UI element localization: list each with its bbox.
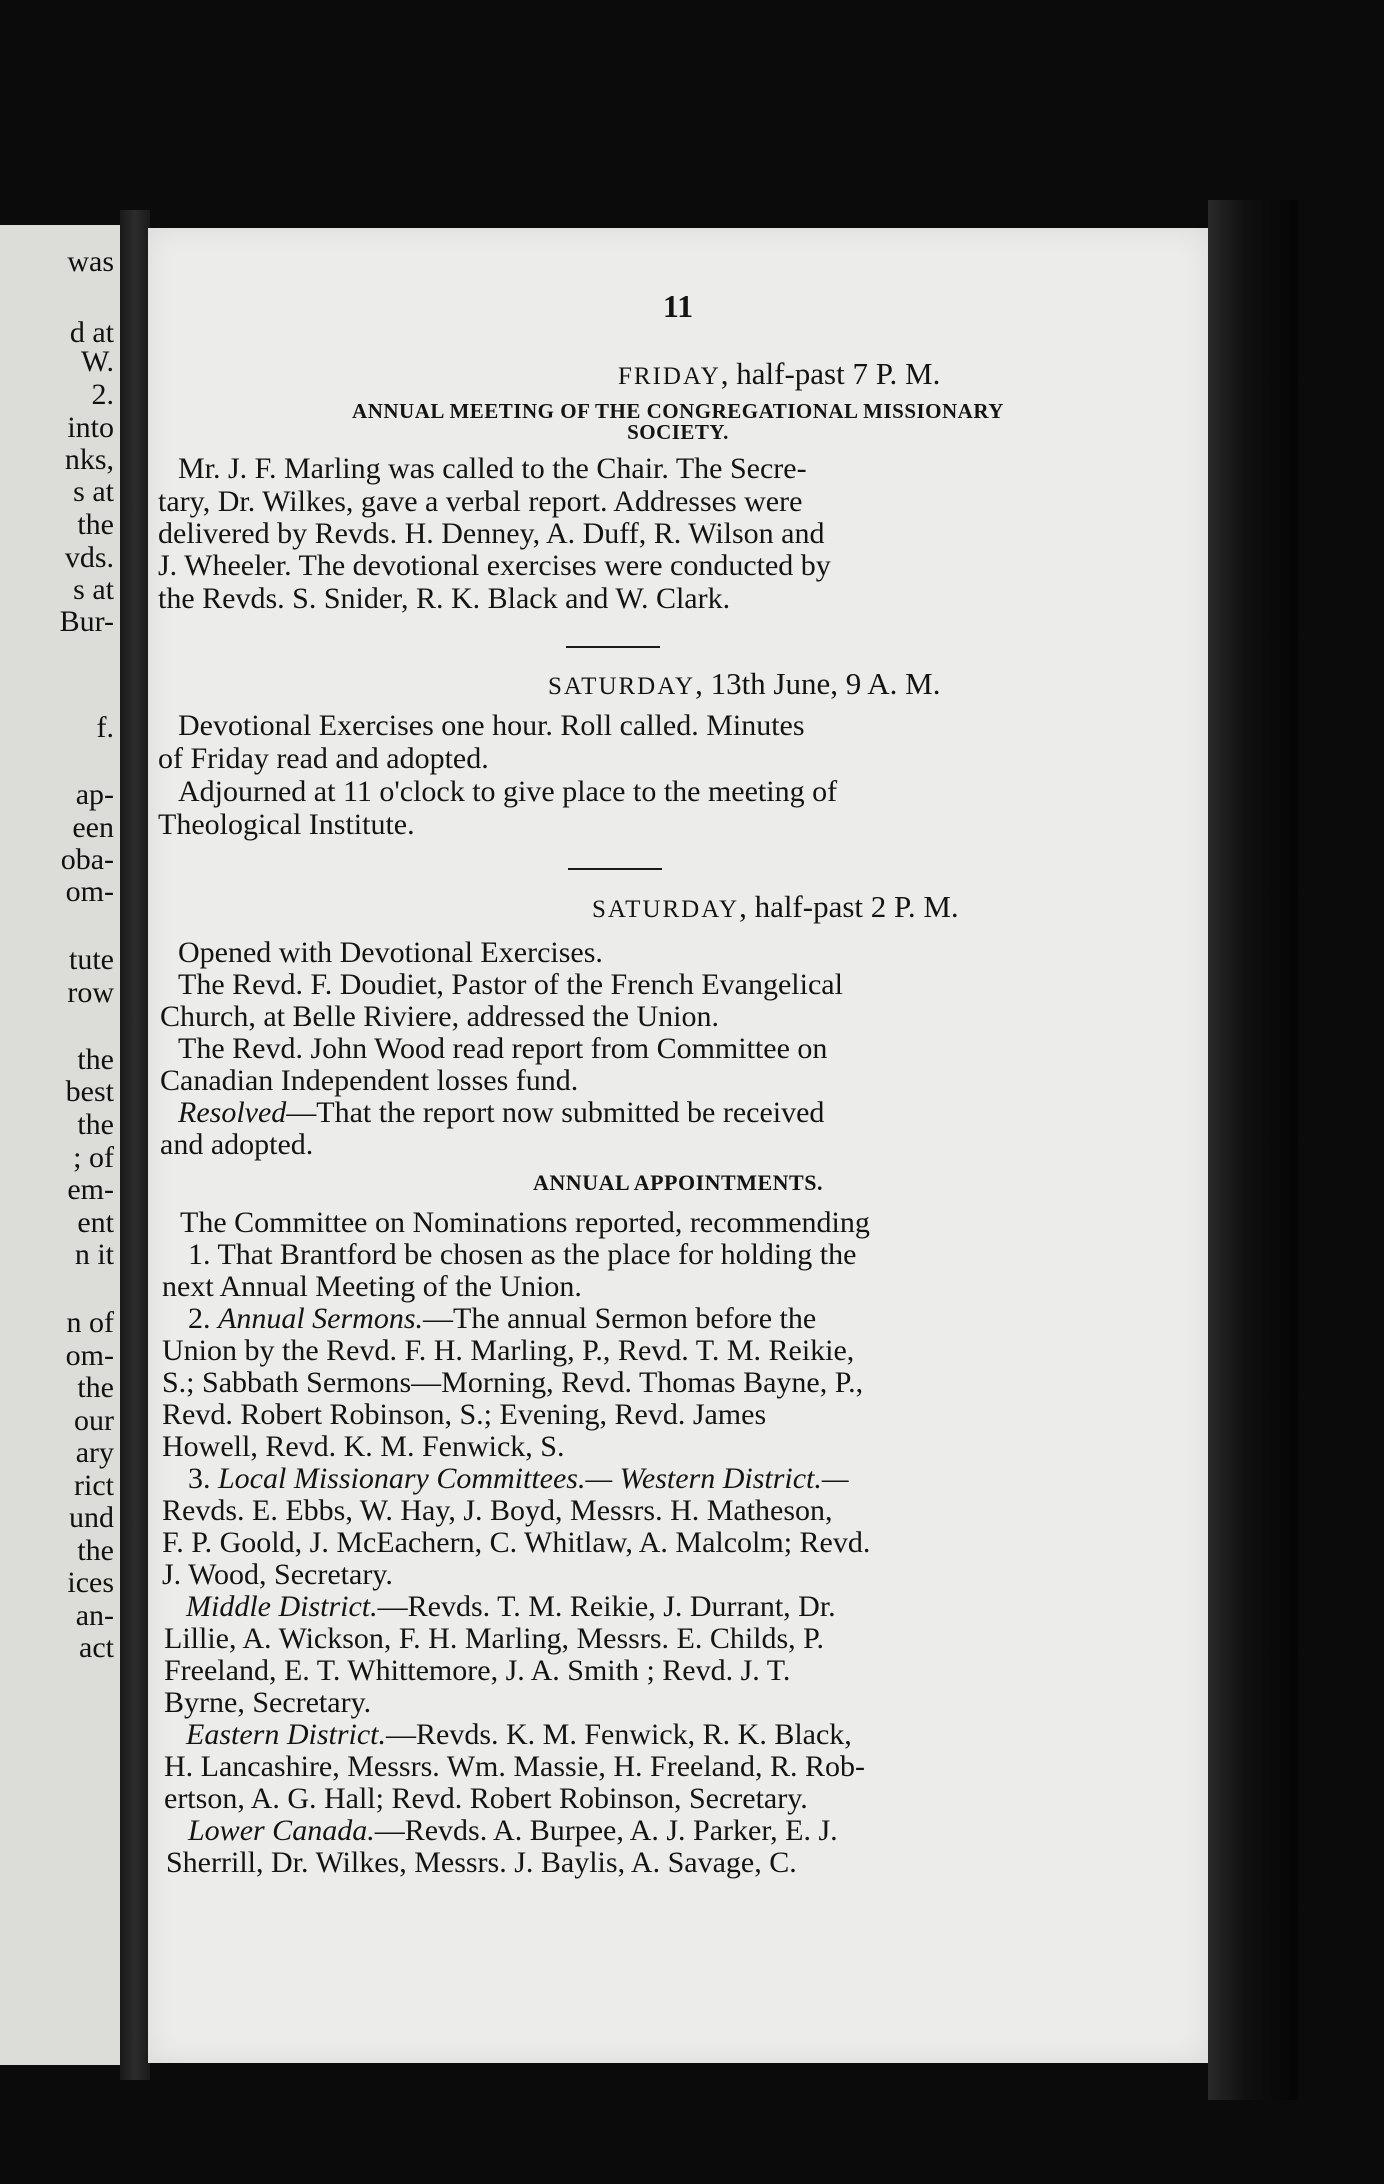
body-line: F. P. Goold, J. McEachern, C. Whitlaw, A. Malcolm; Revd. — [162, 1526, 871, 1559]
saturday-morning-heading — [548, 666, 941, 702]
left-fragment: ary — [75, 1436, 114, 1469]
left-fragment: best — [65, 1075, 114, 1108]
local-number: 3. — [188, 1462, 218, 1495]
body-line: 1. That Brantford be chosen as the place for holding the — [188, 1238, 857, 1271]
eastern-label: Eastern District. — [186, 1718, 386, 1751]
left-fragment: oba- — [60, 843, 114, 876]
left-fragment: rict — [74, 1469, 114, 1502]
left-fragment: ; of — [73, 1141, 114, 1174]
lower-text: —Revds. A. Burpee, A. J. Parker, E. J. — [374, 1814, 838, 1847]
body-line: J. Wheeler. The devotional exercises were conducted by — [158, 549, 831, 582]
body-line: of Friday read and adopted. — [158, 742, 489, 775]
left-fragment: 2. — [91, 378, 114, 411]
sermons-text: —The annual Sermon before the — [423, 1302, 817, 1335]
body-line: The Revd. John Wood read report from Committee on — [178, 1032, 828, 1065]
left-fragment: the — [77, 1371, 114, 1404]
resolved-text: —That the report now submitted be received — [286, 1096, 825, 1129]
left-fragment: om- — [65, 1339, 114, 1372]
body-line: Canadian Independent losses fund. — [160, 1064, 579, 1097]
left-fragment: W. — [80, 345, 114, 378]
body-line: Freeland, E. T. Whittemore, J. A. Smith ; Revd. J. T. — [164, 1654, 791, 1687]
left-fragment: the — [77, 1108, 114, 1141]
friday-heading-time: , half-past 7 P. M. — [720, 356, 941, 391]
friday-heading — [618, 356, 940, 392]
body-line: Howell, Revd. K. M. Fenwick, S. — [162, 1430, 565, 1463]
body-line: H. Lancashire, Messrs. Wm. Massie, H. Freeland, R. Rob- — [164, 1750, 865, 1783]
left-fragment: the — [77, 1043, 114, 1076]
left-fragment: s at — [73, 573, 114, 606]
saturday-morning-heading-day: SATURDAY — [548, 673, 696, 700]
left-fragment: ent — [77, 1206, 114, 1239]
left-fragment: Bur- — [59, 605, 114, 638]
body-line: and adopted. — [160, 1128, 314, 1161]
body-line: Opened with Devotional Exercises. — [178, 936, 603, 969]
left-fragment: vds. — [64, 541, 114, 574]
left-fragment: ap- — [75, 778, 114, 811]
left-fragment: was — [67, 245, 114, 278]
body-line: next Annual Meeting of the Union. — [162, 1270, 582, 1303]
body-line: The Committee on Nominations reported, recommending — [180, 1206, 870, 1239]
book-gutter — [120, 210, 150, 2080]
sermons-line — [188, 1304, 816, 1334]
local-label: Local Missionary Committees.— Western District.— — [218, 1462, 849, 1495]
page-number: 11 — [662, 288, 694, 324]
left-fragment: an- — [75, 1599, 114, 1632]
local-committees-line — [188, 1464, 849, 1494]
body-line: Devotional Exercises one hour. Roll called. Minutes — [178, 709, 805, 742]
left-fragment: the — [77, 1534, 114, 1567]
body-line: Sherrill, Dr. Wilkes, Messrs. J. Baylis, A. Savage, C. — [166, 1846, 797, 1879]
body-line: J. Wood, Secretary. — [162, 1558, 393, 1591]
left-fragment: act — [79, 1631, 114, 1664]
section-divider — [566, 646, 660, 648]
saturday-afternoon-heading-day: SATURDAY — [592, 896, 740, 923]
resolved-label: Resolved — [178, 1096, 287, 1129]
left-fragment: our — [74, 1404, 114, 1437]
eastern-text: —Revds. K. M. Fenwick, R. K. Black, — [386, 1718, 852, 1751]
left-fragment: nks, — [64, 443, 114, 476]
body-line: Revd. Robert Robinson, S.; Evening, Revd. James — [162, 1398, 767, 1431]
left-fragment: n it — [74, 1238, 114, 1271]
left-fragment: tute — [69, 943, 114, 976]
left-fragment: n of — [66, 1306, 114, 1339]
book-page — [148, 228, 1208, 2063]
saturday-morning-heading-time: , 13th June, 9 A. M. — [695, 666, 941, 701]
missionary-meeting-title: ANNUAL MEETING OF THE CONGREGATIONAL MISSIONARY — [352, 399, 1004, 423]
left-fragment: ices — [67, 1566, 114, 1599]
left-fragment: em- — [67, 1173, 114, 1206]
lower-canada-line — [188, 1816, 838, 1846]
middle-district-line — [186, 1592, 836, 1622]
left-fragment: the — [77, 508, 114, 541]
left-fragment: d at — [69, 316, 114, 349]
friday-heading-day: FRIDAY — [618, 363, 721, 390]
lower-label: Lower Canada. — [188, 1814, 375, 1847]
left-facing-page — [0, 225, 120, 2065]
body-line: Church, at Belle Riviere, addressed the Union. — [160, 1000, 720, 1033]
body-line: Union by the Revd. F. H. Marling, P., Revd. T. M. Reikie, — [162, 1334, 855, 1367]
resolved-line — [178, 1098, 824, 1128]
missionary-meeting-title-cont: SOCIETY. — [627, 420, 729, 444]
left-fragment: s at — [73, 475, 114, 508]
body-line: Lillie, A. Wickson, F. H. Marling, Messrs. E. Childs, P. — [164, 1622, 825, 1655]
saturday-afternoon-heading — [592, 889, 959, 925]
body-line: delivered by Revds. H. Denney, A. Duff, R. Wilson and — [158, 517, 825, 550]
left-fragment: om- — [65, 875, 114, 908]
book-edge — [1208, 200, 1298, 2100]
eastern-district-line — [186, 1720, 852, 1750]
middle-label: Middle District. — [186, 1590, 378, 1623]
body-line: ertson, A. G. Hall; Revd. Robert Robinson, Secretary. — [164, 1782, 808, 1815]
left-fragment: row — [67, 976, 114, 1009]
sermons-label: Annual Sermons. — [218, 1302, 423, 1335]
body-line: the Revds. S. Snider, R. K. Black and W. Clark. — [158, 582, 731, 615]
body-line: Byrne, Secretary. — [164, 1686, 372, 1719]
body-line: S.; Sabbath Sermons—Morning, Revd. Thomas Bayne, P., — [162, 1366, 864, 1399]
body-line: tary, Dr. Wilkes, gave a verbal report. Addresses were — [158, 485, 803, 518]
body-line: Theological Institute. — [158, 808, 415, 841]
left-fragment: und — [69, 1501, 114, 1534]
left-fragment: f. — [96, 711, 114, 744]
appointments-title: ANNUAL APPOINTMENTS. — [533, 1170, 823, 1195]
sermons-number: 2. — [188, 1302, 218, 1335]
body-line: Adjourned at 11 o'clock to give place to the meeting of — [178, 775, 838, 808]
section-divider — [568, 868, 662, 870]
left-fragment: een — [72, 811, 114, 844]
saturday-afternoon-heading-time: , half-past 2 P. M. — [739, 889, 959, 924]
middle-text: —Revds. T. M. Reikie, J. Durrant, Dr. — [377, 1590, 836, 1623]
body-line: Revds. E. Ebbs, W. Hay, J. Boyd, Messrs. H. Matheson, — [162, 1494, 833, 1527]
body-line: The Revd. F. Doudiet, Pastor of the French Evangelical — [178, 968, 843, 1001]
body-line: Mr. J. F. Marling was called to the Chair. The Secre- — [178, 452, 807, 485]
left-fragment: into — [67, 411, 114, 444]
